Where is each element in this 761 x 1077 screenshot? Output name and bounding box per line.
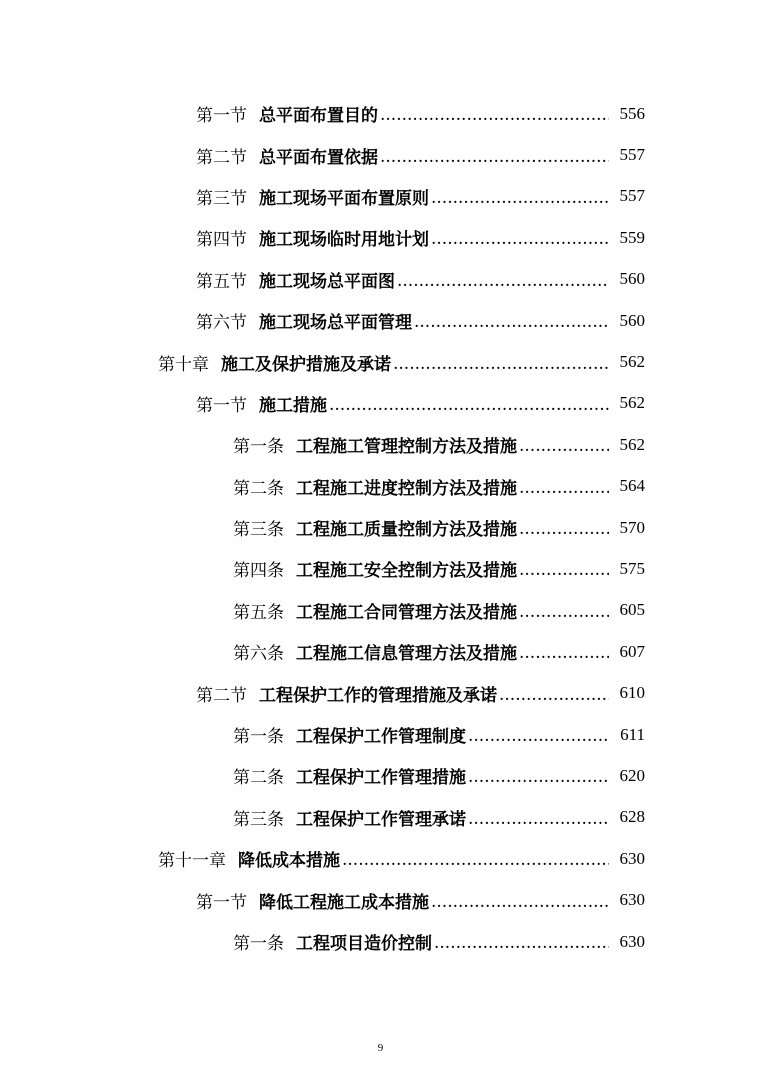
toc-entry[interactable]: [0, 921, 761, 962]
toc-entry-title: 工程施工进度控制方法及措施: [296, 478, 517, 499]
toc-dot-leader: [468, 769, 609, 786]
toc-dot-leader: [397, 273, 609, 290]
toc-entry[interactable]: [0, 217, 761, 258]
toc-entry-title: 总平面布置目的: [259, 106, 378, 127]
toc-entry-label: 第一节: [196, 106, 247, 127]
toc-dot-leader: [434, 935, 609, 952]
toc-entry[interactable]: [0, 797, 761, 838]
toc-entry-title: 施工现场总平面管理: [259, 313, 412, 334]
toc-entry-label: 第六节: [196, 313, 247, 334]
toc-entry-label: 第二节: [196, 685, 247, 706]
toc-entry-label: 第二条: [233, 768, 284, 789]
toc-entry[interactable]: [0, 631, 761, 672]
toc-entry-page: 557: [619, 145, 645, 165]
toc-entry[interactable]: [0, 341, 761, 382]
toc-entry-page: 562: [619, 434, 645, 454]
toc-entry-title: 工程施工信息管理方法及措施: [296, 644, 517, 665]
page-number: 9: [377, 1042, 384, 1054]
toc-entry-title: 施工现场总平面图: [259, 271, 395, 292]
toc-entry-page: 607: [619, 641, 645, 661]
toc-entry-page: 610: [619, 683, 645, 703]
toc-entry-label: 第四节: [196, 230, 247, 251]
toc-dot-leader: [519, 604, 609, 621]
toc-dot-leader: [519, 562, 609, 579]
toc-entry-page: 605: [619, 600, 645, 620]
toc-entry[interactable]: [0, 300, 761, 341]
toc-entry-label: 第五节: [196, 271, 247, 292]
toc-entry-page: 630: [619, 848, 645, 868]
toc-entry-title: 降低成本措施: [238, 851, 340, 872]
toc-entry-page: 559: [619, 227, 645, 247]
toc-entry-page: 564: [619, 476, 645, 496]
toc-entry-label: 第一条: [233, 437, 284, 458]
toc-entry-label: 第一节: [196, 892, 247, 913]
toc-entry-page: 620: [619, 765, 645, 785]
toc-entry-label: 第一条: [233, 727, 284, 748]
table-of-contents: [0, 93, 761, 962]
toc-entry-title: 工程施工合同管理方法及措施: [296, 602, 517, 623]
toc-entry-page: 560: [619, 310, 645, 330]
toc-entry-title: 总平面布置依据: [259, 147, 378, 168]
toc-entry-label: 第十章: [158, 354, 209, 375]
toc-entry-label: 第十一章: [158, 851, 226, 872]
toc-entry-page: 562: [619, 393, 645, 413]
toc-dot-leader: [519, 438, 609, 455]
toc-entry-label: 第二节: [196, 147, 247, 168]
toc-entry-label: 第一节: [196, 395, 247, 416]
toc-entry-title: 工程项目造价控制: [296, 934, 432, 954]
toc-entry-page: 556: [619, 103, 645, 123]
toc-dot-leader: [431, 190, 609, 207]
toc-entry-label: 第四条: [233, 561, 284, 582]
toc-entry-label: 第三条: [233, 520, 284, 541]
toc-entry-page: 560: [619, 269, 645, 289]
toc-dot-leader: [431, 231, 609, 248]
toc-dot-leader: [468, 811, 609, 828]
toc-entry-page: 570: [619, 517, 645, 537]
toc-entry[interactable]: [0, 714, 761, 755]
toc-entry-page: 630: [619, 931, 645, 951]
toc-entry-title: 施工及保护措施及承诺: [221, 354, 391, 375]
toc-dot-leader: [342, 852, 609, 869]
toc-entry-label: 第三条: [233, 809, 284, 830]
toc-entry-title: 工程施工管理控制方法及措施: [296, 437, 517, 458]
toc-entry-label: 第六条: [233, 644, 284, 665]
toc-dot-leader: [329, 397, 609, 414]
toc-dot-leader: [519, 645, 609, 662]
toc-entry-title: 施工现场临时用地计划: [259, 230, 429, 251]
toc-entry-title: 工程保护工作管理措施: [296, 768, 466, 789]
toc-entry-title: 施工现场平面布置原则: [259, 188, 429, 209]
toc-entry[interactable]: [0, 134, 761, 175]
toc-entry-title: 工程保护工作的管理措施及承诺: [259, 685, 497, 706]
toc-entry[interactable]: [0, 424, 761, 465]
toc-entry[interactable]: [0, 838, 761, 879]
toc-dot-leader: [499, 687, 609, 704]
toc-dot-leader: [414, 314, 609, 331]
toc-entry-title: 降低工程施工成本措施: [259, 892, 429, 913]
toc-entry[interactable]: [0, 507, 761, 548]
toc-entry[interactable]: [0, 548, 761, 589]
toc-entry[interactable]: [0, 93, 761, 134]
toc-entry-page: 628: [619, 807, 645, 827]
toc-entry[interactable]: [0, 383, 761, 424]
toc-entry-page: 630: [619, 890, 645, 910]
toc-entry[interactable]: [0, 466, 761, 507]
toc-entry-title: 工程施工安全控制方法及措施: [296, 561, 517, 582]
toc-entry-label: 第一条: [233, 934, 284, 954]
toc-entry-page: 562: [619, 352, 645, 372]
toc-entry-title: 施工措施: [259, 395, 327, 416]
toc-dot-leader: [380, 107, 609, 124]
toc-entry-label: 第二条: [233, 478, 284, 499]
toc-dot-leader: [519, 480, 609, 497]
toc-dot-leader: [431, 894, 609, 911]
toc-entry[interactable]: [0, 672, 761, 713]
toc-entry-label: 第五条: [233, 602, 284, 623]
toc-entry[interactable]: [0, 879, 761, 920]
toc-dot-leader: [380, 149, 609, 166]
toc-entry[interactable]: [0, 755, 761, 796]
toc-entry[interactable]: [0, 259, 761, 300]
toc-dot-leader: [468, 728, 609, 745]
toc-entry[interactable]: [0, 590, 761, 631]
toc-entry-title: 工程保护工作管理制度: [296, 727, 466, 748]
toc-entry[interactable]: [0, 176, 761, 217]
toc-entry-page: 557: [619, 186, 645, 206]
toc-entry-title: 工程保护工作管理承诺: [296, 809, 466, 830]
toc-dot-leader: [393, 356, 609, 373]
toc-dot-leader: [519, 521, 609, 538]
toc-entry-page: 611: [620, 724, 645, 744]
toc-entry-page: 575: [619, 558, 645, 578]
toc-entry-label: 第三节: [196, 188, 247, 209]
toc-entry-title: 工程施工质量控制方法及措施: [296, 520, 517, 541]
